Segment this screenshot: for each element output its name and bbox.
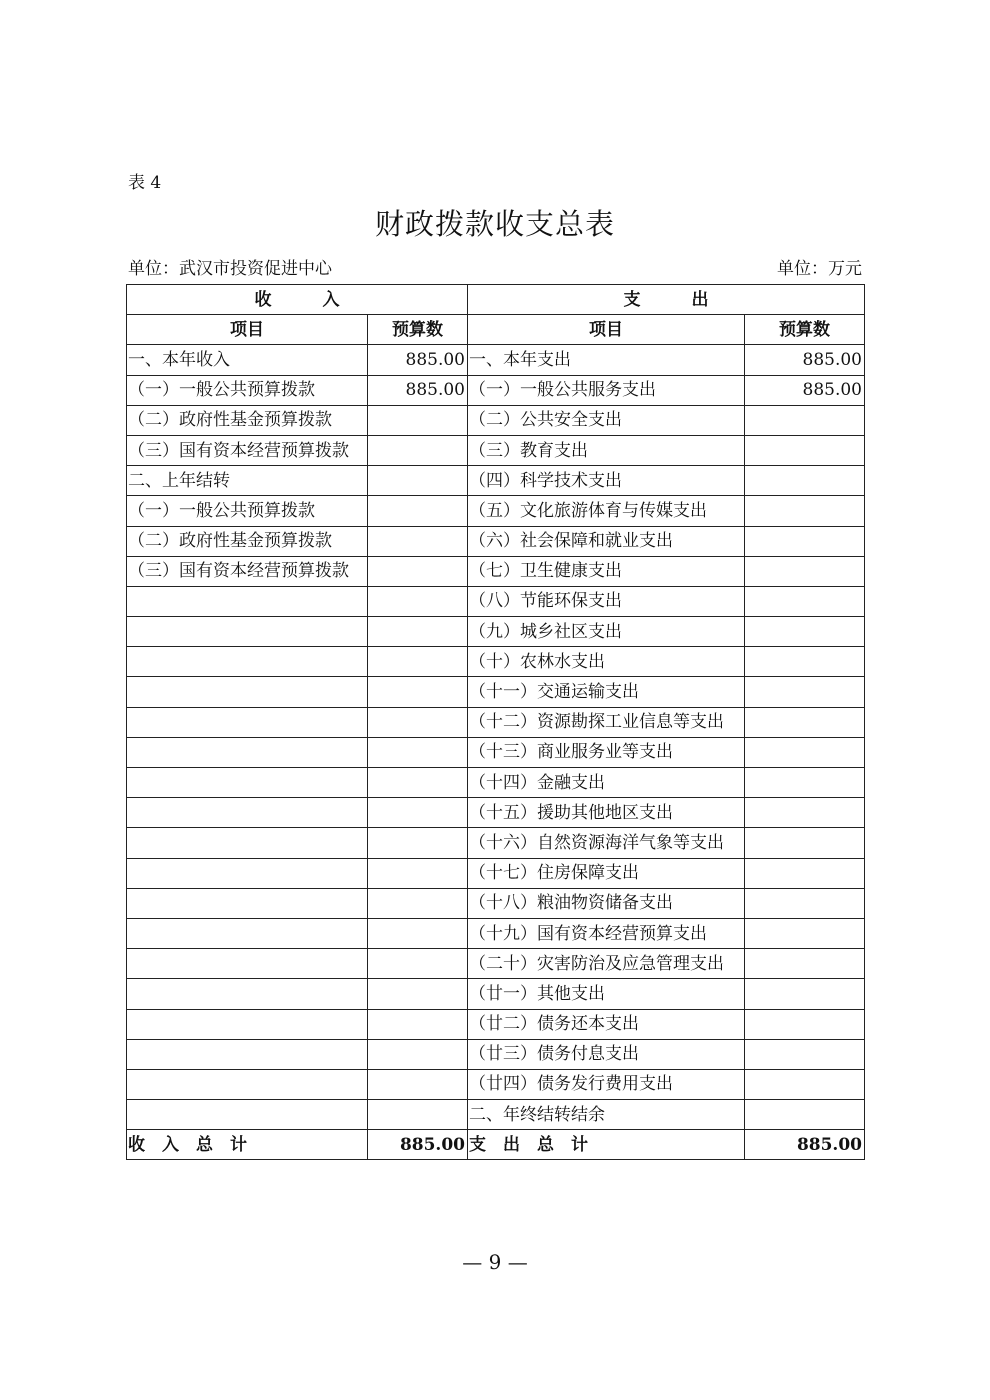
income-item-cell: （一）一般公共预算拨款	[127, 496, 368, 526]
income-item-cell	[127, 677, 368, 707]
table-row	[127, 647, 865, 677]
income-total-label: 收 入 总 计	[127, 1130, 368, 1160]
income-budget-cell	[368, 798, 468, 828]
income-budget-cell	[368, 768, 468, 798]
expense-budget-cell: 885.00	[745, 345, 865, 375]
page-number: — 9 —	[462, 1250, 528, 1274]
table-row	[127, 707, 865, 737]
income-budget-cell	[368, 556, 468, 586]
expense-budget-cell	[745, 858, 865, 888]
expense-budget-cell: 885.00	[745, 375, 865, 405]
expense-budget-cell	[745, 405, 865, 435]
income-budget-cell	[368, 1009, 468, 1039]
income-item-cell	[127, 888, 368, 918]
table-row	[127, 617, 865, 647]
income-item-cell	[127, 918, 368, 948]
income-item-cell	[127, 858, 368, 888]
table-row	[127, 556, 865, 586]
expense-budget-cell	[745, 466, 865, 496]
expense-budget-cell	[745, 586, 865, 616]
table-row	[127, 888, 865, 918]
income-budget-cell	[368, 1100, 468, 1130]
expense-budget-cell	[745, 737, 865, 767]
income-item-cell	[127, 828, 368, 858]
expense-budget-cell	[745, 1039, 865, 1069]
income-budget-cell	[368, 586, 468, 616]
income-budget-cell	[368, 617, 468, 647]
table-row	[127, 1009, 865, 1039]
expense-budget-cell	[745, 888, 865, 918]
expense-item-cell: （十二）资源勘探工业信息等支出	[468, 707, 745, 737]
income-budget-cell: 885.00	[368, 345, 468, 375]
income-budget-cell	[368, 677, 468, 707]
expense-item-cell: （七）卫生健康支出	[468, 556, 745, 586]
table-row	[127, 1039, 865, 1069]
expense-budget-header: 预算数	[745, 315, 865, 345]
table-row	[127, 405, 865, 435]
income-item-cell	[127, 979, 368, 1009]
expense-budget-cell	[745, 768, 865, 798]
expense-item-cell: （十八）粮油物资储备支出	[468, 888, 745, 918]
currency-unit: 单位：万元	[777, 259, 862, 279]
income-budget-cell	[368, 1039, 468, 1069]
expense-item-header: 项目	[468, 315, 745, 345]
expense-item-cell: （二十）灾害防治及应急管理支出	[468, 949, 745, 979]
expense-budget-cell	[745, 1069, 865, 1099]
income-budget-cell	[368, 858, 468, 888]
income-item-cell	[127, 1009, 368, 1039]
expense-budget-cell	[745, 1009, 865, 1039]
income-budget-cell	[368, 949, 468, 979]
expense-budget-cell	[745, 677, 865, 707]
table-row	[127, 979, 865, 1009]
document-title: 财政拨款收支总表	[374, 207, 615, 241]
income-item-cell	[127, 1100, 368, 1130]
expense-budget-cell	[745, 617, 865, 647]
income-item-cell: 一、本年收入	[127, 345, 368, 375]
table-row	[127, 1100, 865, 1130]
expense-section-header: 支 出	[468, 285, 865, 315]
income-item-cell	[127, 768, 368, 798]
expense-item-cell: （廿一）其他支出	[468, 979, 745, 1009]
expense-total-value: 885.00	[745, 1130, 865, 1160]
expense-item-cell: （十四）金融支出	[468, 768, 745, 798]
income-item-cell	[127, 586, 368, 616]
expense-item-cell: （十九）国有资本经营预算支出	[468, 918, 745, 948]
income-item-cell: （二）政府性基金预算拨款	[127, 405, 368, 435]
expense-budget-cell	[745, 647, 865, 677]
expense-item-cell: （九）城乡社区支出	[468, 617, 745, 647]
expense-item-cell: （八）节能环保支出	[468, 586, 745, 616]
income-budget-cell	[368, 737, 468, 767]
expense-item-cell: （廿四）债务发行费用支出	[468, 1069, 745, 1099]
income-item-cell: （二）政府性基金预算拨款	[127, 526, 368, 556]
table-row	[127, 375, 865, 405]
expense-budget-cell	[745, 918, 865, 948]
table-row	[127, 466, 865, 496]
expense-item-cell: （六）社会保障和就业支出	[468, 526, 745, 556]
expense-budget-cell	[745, 435, 865, 465]
table-row	[127, 526, 865, 556]
table-row	[127, 858, 865, 888]
income-item-cell: 二、上年结转	[127, 466, 368, 496]
expense-item-cell: （廿三）债务付息支出	[468, 1039, 745, 1069]
table-row	[127, 586, 865, 616]
table-row	[127, 677, 865, 707]
income-budget-cell	[368, 526, 468, 556]
income-budget-cell	[368, 888, 468, 918]
expense-item-cell: （廿二）债务还本支出	[468, 1009, 745, 1039]
income-item-cell	[127, 617, 368, 647]
income-total-value: 885.00	[368, 1130, 468, 1160]
expense-item-cell: 二、年终结转结余	[468, 1100, 745, 1130]
fiscal-appropriation-table	[126, 284, 865, 1160]
table-row	[127, 345, 865, 375]
income-item-cell	[127, 707, 368, 737]
expense-budget-cell	[745, 526, 865, 556]
expense-budget-cell	[745, 949, 865, 979]
income-budget-cell	[368, 918, 468, 948]
section-header-row	[127, 285, 865, 315]
income-item-cell: （三）国有资本经营预算拨款	[127, 435, 368, 465]
income-item-cell	[127, 647, 368, 677]
expense-budget-cell	[745, 798, 865, 828]
expense-item-cell: （十一）交通运输支出	[468, 677, 745, 707]
expense-budget-cell	[745, 1100, 865, 1130]
income-budget-cell	[368, 496, 468, 526]
unit-row	[128, 254, 862, 279]
income-item-cell	[127, 798, 368, 828]
expense-total-label: 支 出 总 计	[468, 1130, 745, 1160]
table-row	[127, 949, 865, 979]
expense-item-cell: （五）文化旅游体育与传媒支出	[468, 496, 745, 526]
expense-item-cell: 一、本年支出	[468, 345, 745, 375]
table-row	[127, 768, 865, 798]
expense-item-cell: （十五）援助其他地区支出	[468, 798, 745, 828]
table-number-label: 表 4	[128, 173, 162, 193]
income-budget-cell	[368, 707, 468, 737]
expense-budget-cell	[745, 979, 865, 1009]
expense-item-cell: （十七）住房保障支出	[468, 858, 745, 888]
expense-item-cell: （十）农林水支出	[468, 647, 745, 677]
income-item-header: 项目	[127, 315, 368, 345]
expense-budget-cell	[745, 707, 865, 737]
income-item-cell	[127, 949, 368, 979]
table-row	[127, 918, 865, 948]
income-budget-header: 预算数	[368, 315, 468, 345]
table-row	[127, 798, 865, 828]
income-budget-cell	[368, 435, 468, 465]
income-item-cell	[127, 1039, 368, 1069]
income-item-cell	[127, 1069, 368, 1099]
income-item-cell: （一）一般公共预算拨款	[127, 375, 368, 405]
income-item-cell	[127, 737, 368, 767]
income-section-header: 收 入	[127, 285, 468, 315]
expense-item-cell: （四）科学技术支出	[468, 466, 745, 496]
income-budget-cell	[368, 405, 468, 435]
income-budget-cell	[368, 828, 468, 858]
table-row	[127, 737, 865, 767]
income-budget-cell: 885.00	[368, 375, 468, 405]
expense-budget-cell	[745, 828, 865, 858]
income-budget-cell	[368, 466, 468, 496]
expense-item-cell: （二）公共安全支出	[468, 405, 745, 435]
income-item-cell: （三）国有资本经营预算拨款	[127, 556, 368, 586]
table-row	[127, 435, 865, 465]
table-row	[127, 496, 865, 526]
expense-item-cell: （一）一般公共服务支出	[468, 375, 745, 405]
total-row	[127, 1130, 865, 1160]
income-budget-cell	[368, 979, 468, 1009]
income-budget-cell	[368, 1069, 468, 1099]
expense-budget-cell	[745, 496, 865, 526]
expense-budget-cell	[745, 556, 865, 586]
table-row	[127, 1069, 865, 1099]
organization-unit: 单位：武汉市投资促进中心	[128, 259, 332, 279]
column-header-row	[127, 315, 865, 345]
expense-item-cell: （十六）自然资源海洋气象等支出	[468, 828, 745, 858]
table-row	[127, 828, 865, 858]
expense-item-cell: （十三）商业服务业等支出	[468, 737, 745, 767]
expense-item-cell: （三）教育支出	[468, 435, 745, 465]
income-budget-cell	[368, 647, 468, 677]
